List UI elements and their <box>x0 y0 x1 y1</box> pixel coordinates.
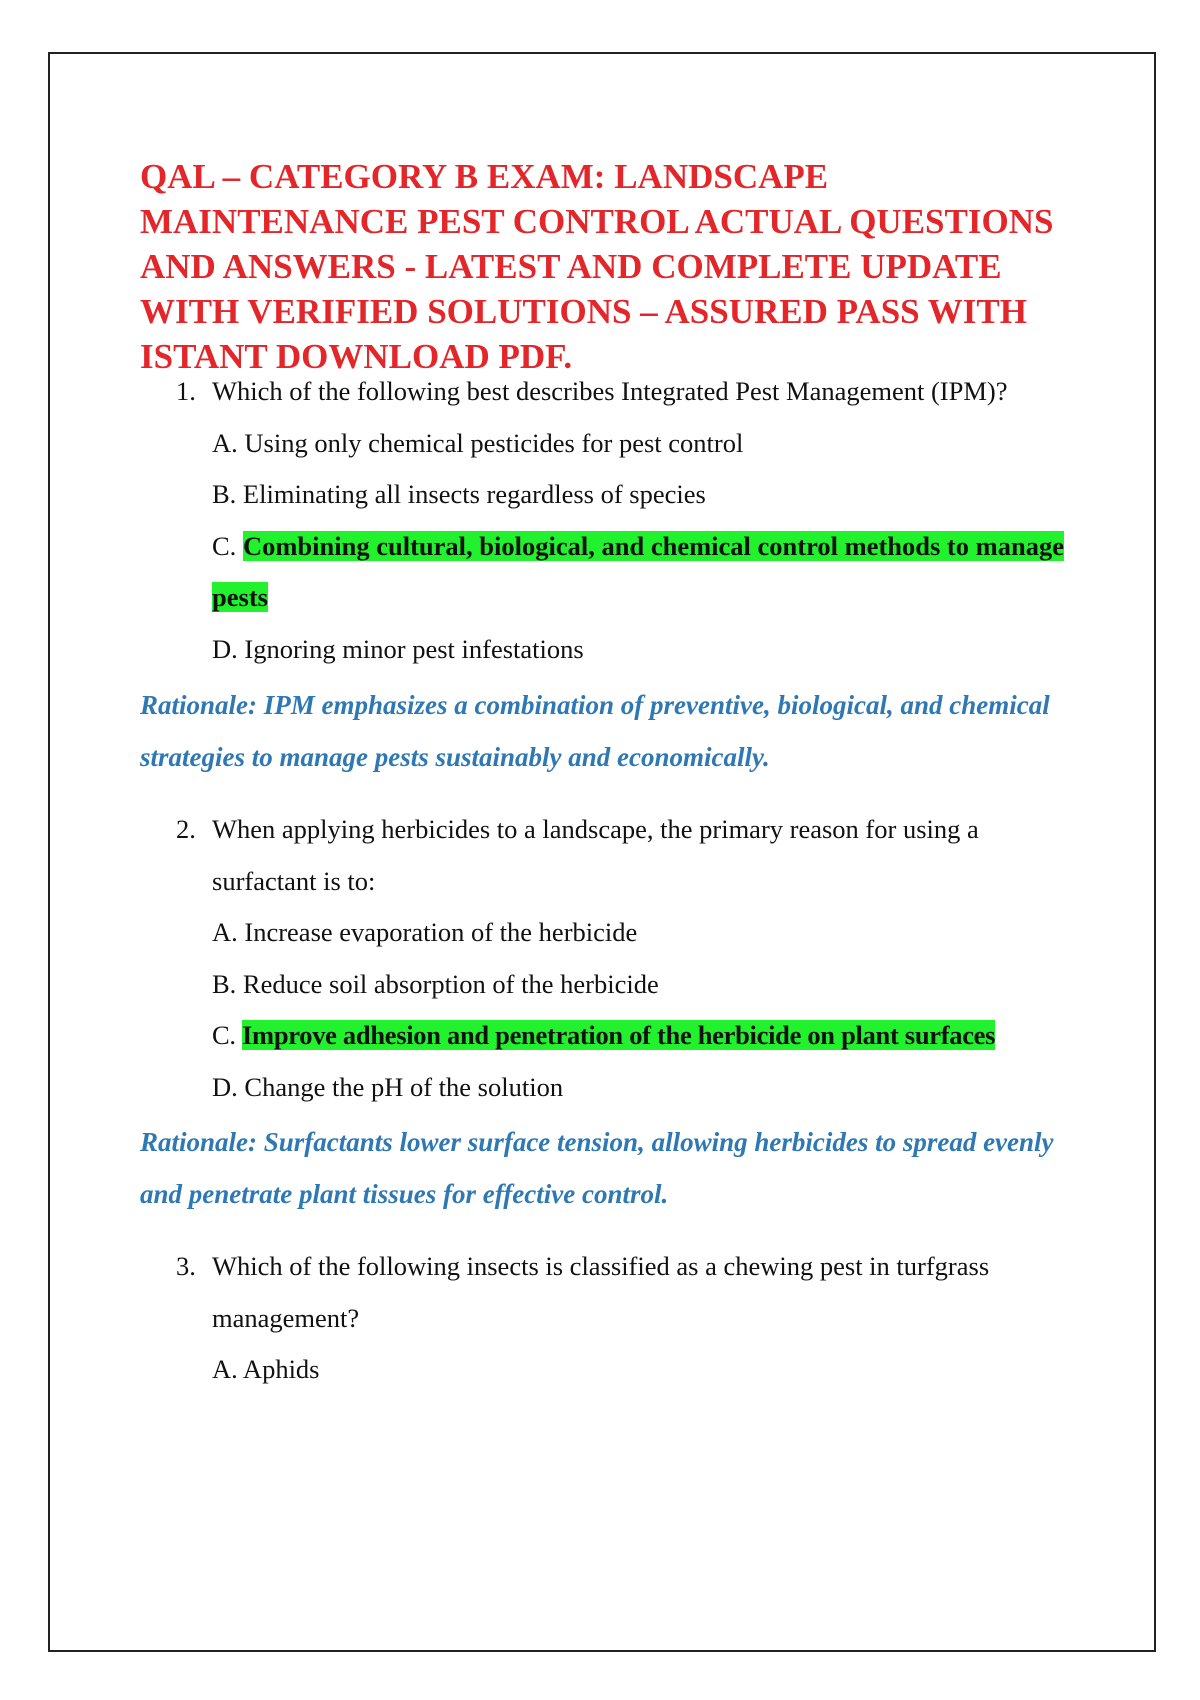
option-a: A. Aphids <box>212 1354 320 1384</box>
option-d: D. Ignoring minor pest infestations <box>212 633 584 664</box>
question-text: Which of the following best describes Integrated Pest Management (IPM)? <box>212 376 1008 406</box>
option-c <box>212 521 1076 624</box>
question-text: When applying herbicides to a landscape, the primary reason for using a surfactant is to: <box>212 814 979 896</box>
option-a: A. Increase evaporation of the herbicide <box>212 917 638 947</box>
answer-options <box>176 907 1076 1113</box>
option-d: D. Change the pH of the solution <box>212 1071 564 1102</box>
answer-options <box>176 418 1076 676</box>
question-text: Which of the following insects is classified as a chewing pest in turfgrass management? <box>212 1251 990 1333</box>
question-2 <box>176 804 1076 1113</box>
question-number: 3. <box>176 1251 196 1281</box>
question-3 <box>176 1241 1076 1396</box>
option-c-prefix: C. <box>212 530 243 561</box>
question-number: 2. <box>176 814 196 844</box>
rationale-1: Rationale: IPM emphasizes a combination of preventive, biological, and chemical strategies to manage pests sustainably and economically. <box>140 690 1050 772</box>
rationale-2: Rationale: Surfactants lower surface tension, allowing herbicides to spread evenly and penetrate plant tissues for effective control. <box>140 1127 1054 1209</box>
option-b: B. Reduce soil absorption of the herbicide <box>212 968 659 999</box>
option-b: B. Eliminating all insects regardless of species <box>212 479 706 509</box>
correct-answer-highlight: Improve adhesion and penetration of the herbicide on plant surfaces <box>242 1020 996 1050</box>
question-number: 1. <box>176 376 196 406</box>
option-a: A. Using only chemical pesticides for pest control <box>212 427 744 458</box>
option-c <box>212 1010 1076 1062</box>
answer-options <box>176 1344 1076 1396</box>
question-1 <box>176 366 1076 675</box>
document-title: QAL – CATEGORY B EXAM: LANDSCAPE MAINTENANCE PEST CONTROL ACTUAL QUESTIONS AND ANSWERS - LATEST AND COMPLETE UPDATE WITH VERIFIED SOLUTIONS – ASSURED PASS WITH ISTANT DOWNLOAD PDF. <box>140 157 1054 376</box>
option-c-prefix: C. <box>212 1020 243 1050</box>
correct-answer-highlight: Combining cultural, biological, and chemical control methods to manage pests <box>212 530 1064 612</box>
